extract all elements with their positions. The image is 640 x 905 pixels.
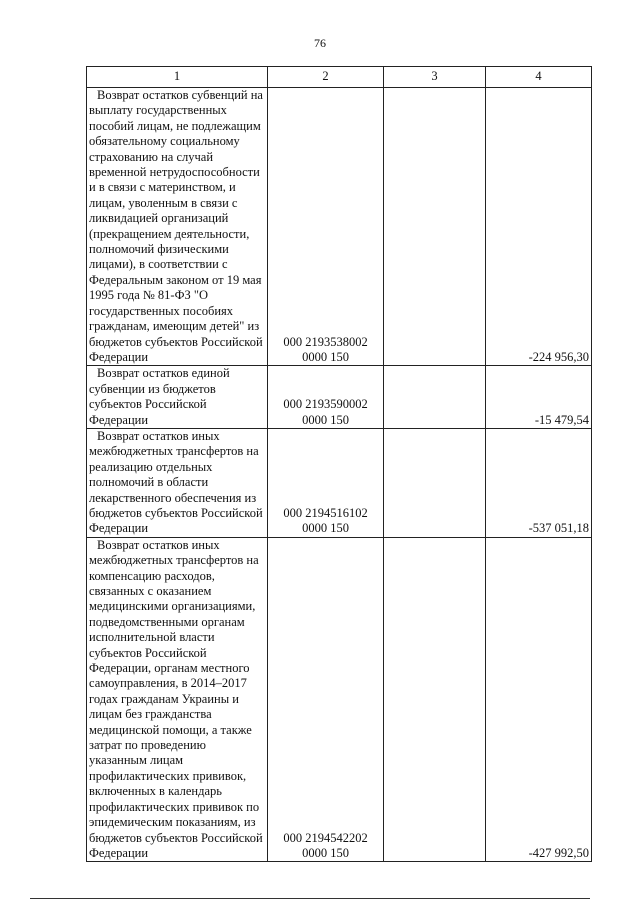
row-name-cell bbox=[87, 366, 268, 429]
page-number: 76 bbox=[314, 36, 326, 50]
column-header-1: 1 bbox=[87, 67, 268, 88]
column-header-3: 3 bbox=[384, 67, 486, 88]
table-header-row bbox=[87, 67, 592, 88]
row-col3 bbox=[384, 537, 486, 862]
row-code-line1: 000 2193538002 bbox=[283, 334, 368, 349]
row-code-line1: 000 2193590002 bbox=[283, 397, 368, 412]
row-code-line2: 0000 150 bbox=[302, 521, 349, 536]
row-code-cell bbox=[268, 88, 384, 366]
table-row bbox=[87, 366, 592, 429]
row-code-line2: 0000 150 bbox=[302, 412, 349, 427]
row-amount: -224 956,30 bbox=[486, 88, 592, 366]
row-name-cell bbox=[87, 537, 268, 862]
table-row bbox=[87, 537, 592, 862]
row-col3 bbox=[384, 366, 486, 429]
table-row bbox=[87, 88, 592, 366]
row-code-cell bbox=[268, 537, 384, 862]
row-amount: -15 479,54 bbox=[486, 366, 592, 429]
row-name: Возврат остатков иных межбюджетных трансфертов на реализацию отдельных полномочий в области лекарственного обеспечения из бюджетов субъектов Российской Федерации bbox=[89, 428, 263, 536]
row-code-line1: 000 2194542202 bbox=[283, 830, 368, 845]
scan-bottom-rule bbox=[30, 898, 590, 899]
row-name: Возврат остатков иных межбюджетных трансфертов на компенсацию расходов, связанных с оказанием медицинскими организациями, подведомственными органам исполнительной власти субъектов Российской Федерации, органам местного самоуправления, в 2014–2017 годах гражданам Украины и лицам без гражданства медицинской помощи, а также затрат по проведению указанным лицам профилактических прививок, включенных в календарь профилактических прививок по эпидемическим показаниям, из бюджетов субъектов Российской Федерации bbox=[89, 537, 263, 860]
row-name: Возврат остатков единой субвенции из бюджетов субъектов Российской Федерации bbox=[89, 366, 230, 427]
budget-table bbox=[86, 66, 592, 862]
row-code-cell bbox=[268, 428, 384, 537]
row-col3 bbox=[384, 88, 486, 366]
row-code-cell bbox=[268, 366, 384, 429]
row-code-line1: 000 2194516102 bbox=[283, 505, 368, 520]
row-name: Возврат остатков субвенций на выплату государственных пособий лицам, не подлежащим обязательному социальному страхованию на случай временной нетрудоспособности и в связи с материнством, и лицам, уволенным в связи с ликвидацией организаций (прекращением деятельности, полномочий физическими лицами), в соответствии с Федеральным законом от 19 мая 1995 года № 81-ФЗ "О государственных пособиях гражданам, имеющим детей" из бюджетов субъектов Российской Федерации bbox=[89, 88, 263, 364]
row-code-line2: 0000 150 bbox=[302, 845, 349, 860]
table-row bbox=[87, 428, 592, 537]
row-code-line2: 0000 150 bbox=[302, 349, 349, 364]
column-header-2: 2 bbox=[268, 67, 384, 88]
row-name-cell bbox=[87, 428, 268, 537]
row-amount: -427 992,50 bbox=[486, 537, 592, 862]
row-amount: -537 051,18 bbox=[486, 428, 592, 537]
column-header-4: 4 bbox=[486, 67, 592, 88]
row-col3 bbox=[384, 428, 486, 537]
row-name-cell bbox=[87, 88, 268, 366]
